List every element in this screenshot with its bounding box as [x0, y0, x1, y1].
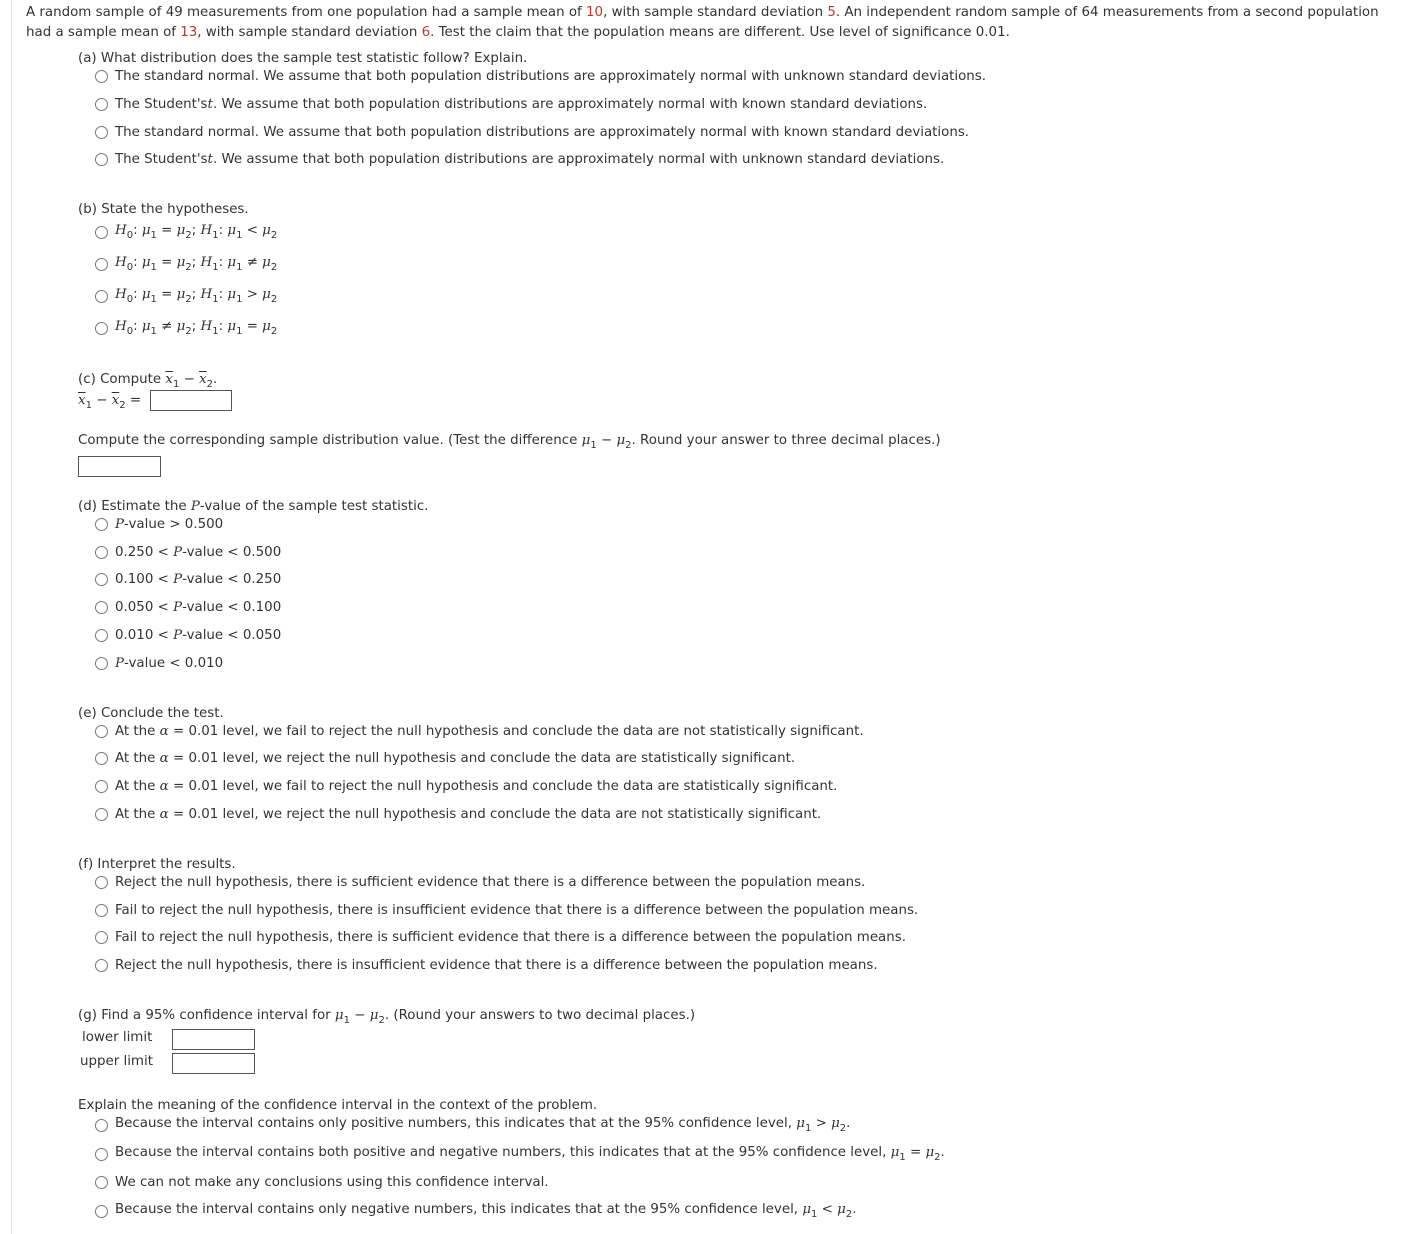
value-sd-2: 6 [421, 25, 431, 40]
pvalue-text: P-value < 0.010 [115, 656, 224, 671]
option-a-1[interactable]: The standard normal. We assume that both population distributions are approximately normal with unknown standard deviations. [95, 69, 986, 84]
compute-text: Compute the corresponding sample distribution value. (Test the difference $\mu_1 - \mu_2$. Round your answer to three decimal places.) [78, 433, 941, 451]
radio-icon[interactable] [95, 153, 108, 166]
radio-icon[interactable] [95, 808, 108, 821]
radio-icon[interactable] [95, 931, 108, 944]
radio-icon[interactable] [95, 322, 108, 335]
option-d-1[interactable] [95, 517, 223, 532]
question-a: (a) What distribution does the sample test statistic follow? Explain. [78, 51, 528, 66]
question-d: (d) Estimate the P-value of the sample test statistic. [78, 499, 429, 514]
radio-icon[interactable] [95, 126, 108, 139]
radio-icon[interactable] [95, 546, 108, 559]
hypothesis-text: $H_0$: $\mu_1 = \mu_2$; $H_1$: $\mu_1 < \mu_2$ [115, 223, 278, 241]
radio-icon[interactable] [95, 98, 108, 111]
question-b: (b) State the hypotheses. [78, 202, 249, 217]
option-f-3[interactable]: Fail to reject the null hypothesis, there is sufficient evidence that there is a difference between the population means. [95, 930, 906, 945]
question-g: (g) Find a 95% confidence interval for $\mu_1 - \mu_2$. (Round your answers to two decimal places.) [78, 1008, 696, 1026]
radio-icon[interactable] [95, 780, 108, 793]
pvalue-text: 0.100 < P-value < 0.250 [115, 572, 282, 587]
ci-text: Because the interval contains both positive and negative numbers, this indicates that at the 95% confidence level, $\mu_1 = \mu_2$. [115, 1145, 945, 1163]
radio-icon[interactable] [95, 1176, 108, 1189]
pvalue-text: 0.050 < P-value < 0.100 [115, 600, 282, 615]
option-ci-2[interactable] [95, 1145, 945, 1163]
option-d-4[interactable] [95, 600, 281, 615]
conclusion-text: At the α = 0.01 level, we fail to reject the null hypothesis and conclude the data are statistically significant. [115, 779, 838, 794]
radio-icon[interactable] [95, 657, 108, 670]
option-a-2[interactable]: The Student's t . We assume that both population distributions are approximately normal with known standard deviations. [95, 97, 927, 112]
question-c: (c) Compute $\overline{x}_1 - \overline{x}_2$. [78, 372, 218, 390]
option-e-4[interactable] [95, 807, 821, 822]
pvalue-text: P-value > 0.500 [115, 517, 224, 532]
option-ci-4[interactable] [95, 1202, 856, 1220]
option-b-3[interactable] [95, 287, 277, 305]
radio-icon[interactable] [95, 1119, 108, 1132]
conclusion-text: At the α = 0.01 level, we reject the null hypothesis and conclude the data are not statistically significant. [115, 807, 822, 822]
option-b-4[interactable] [95, 319, 277, 337]
pvalue-text: 0.010 < P-value < 0.050 [115, 628, 282, 643]
radio-icon[interactable] [95, 629, 108, 642]
ci-text: Because the interval contains only negative numbers, this indicates that at the 95% confidence level, $\mu_1 < \mu_2$. [115, 1202, 857, 1220]
option-d-6[interactable] [95, 656, 223, 671]
option-e-2[interactable] [95, 751, 795, 766]
upper-limit-input[interactable] [172, 1053, 255, 1074]
radio-icon[interactable] [95, 904, 108, 917]
conclusion-text: At the α = 0.01 level, we reject the null hypothesis and conclude the data are statistically significant. [115, 751, 796, 766]
radio-icon[interactable] [95, 1205, 108, 1218]
option-d-5[interactable] [95, 628, 281, 643]
radio-icon[interactable] [95, 226, 108, 239]
option-b-1[interactable] [95, 223, 277, 241]
option-e-3[interactable] [95, 779, 837, 794]
radio-icon[interactable] [95, 573, 108, 586]
hypothesis-text: $H_0$: $\mu_1 = \mu_2$; $H_1$: $\mu_1 > \mu_2$ [115, 287, 278, 305]
test-statistic-input[interactable] [78, 456, 161, 477]
radio-icon[interactable] [95, 290, 108, 303]
radio-icon[interactable] [95, 1148, 108, 1161]
conclusion-text: At the α = 0.01 level, we fail to reject the null hypothesis and conclude the data are not statistically significant. [115, 724, 864, 739]
option-b-2[interactable] [95, 255, 277, 273]
ci-text: We can not make any conclusions using this confidence interval. [115, 1175, 549, 1190]
hypothesis-text: $H_0$: $\mu_1 \ne \mu_2$; $H_1$: $\mu_1 = \mu_2$ [115, 319, 278, 337]
hypothesis-text: $H_0$: $\mu_1 = \mu_2$; $H_1$: $\mu_1 \ne \mu_2$ [115, 255, 278, 273]
option-f-4[interactable]: Reject the null hypothesis, there is insufficient evidence that there is a difference between the population means. [95, 958, 878, 973]
option-f-2[interactable]: Fail to reject the null hypothesis, there is insufficient evidence that there is a difference between the population means. [95, 903, 918, 918]
upper-limit-label: upper limit [80, 1054, 153, 1069]
option-d-3[interactable] [95, 572, 281, 587]
explain-question: Explain the meaning of the confidence interval in the context of the problem. [78, 1098, 598, 1113]
radio-icon[interactable] [95, 601, 108, 614]
left-border [11, 0, 12, 1234]
radio-icon[interactable] [95, 959, 108, 972]
lower-limit-label: lower limit [82, 1030, 153, 1045]
question-e: (e) Conclude the test. [78, 706, 224, 721]
question-f: (f) Interpret the results. [78, 857, 236, 872]
value-mean-1: 10 [586, 5, 604, 20]
radio-icon[interactable] [95, 876, 108, 889]
lower-limit-input[interactable] [172, 1029, 255, 1050]
ci-text: Because the interval contains only positive numbers, this indicates that at the 95% confidence level, $\mu_1 > \mu_2$. [115, 1116, 851, 1134]
option-a-4[interactable]: The Student's t . We assume that both population distributions are approximately normal with unknown standard deviations. [95, 152, 944, 167]
option-f-1[interactable]: Reject the null hypothesis, there is sufficient evidence that there is a difference between the population means. [95, 875, 865, 890]
radio-icon[interactable] [95, 70, 108, 83]
option-ci-1[interactable] [95, 1116, 850, 1134]
option-d-2[interactable] [95, 545, 281, 560]
option-e-1[interactable] [95, 724, 864, 739]
radio-icon[interactable] [95, 518, 108, 531]
pvalue-text: 0.250 < P-value < 0.500 [115, 545, 282, 560]
radio-icon[interactable] [95, 752, 108, 765]
problem-statement: A random sample of 49 measurements from one population had a sample mean of 10, with sample standard deviation 5. An independent random sample of 64 measurements from a second population had a sample mean of 13, with sample standard deviation 6. Test the claim that the population means are different. Use level of significance 0.01. [26, 5, 1379, 40]
diff-label: $\overline{x}_1 - \overline{x}_2$ = [78, 393, 142, 411]
option-ci-3[interactable] [95, 1175, 549, 1190]
diff-input[interactable] [150, 390, 232, 411]
value-sd-1: 5 [827, 5, 836, 20]
option-a-3[interactable]: The standard normal. We assume that both population distributions are approximately normal with known standard deviations. [95, 125, 969, 140]
radio-icon[interactable] [95, 725, 108, 738]
radio-icon[interactable] [95, 258, 108, 271]
value-mean-2: 13 [180, 25, 198, 40]
